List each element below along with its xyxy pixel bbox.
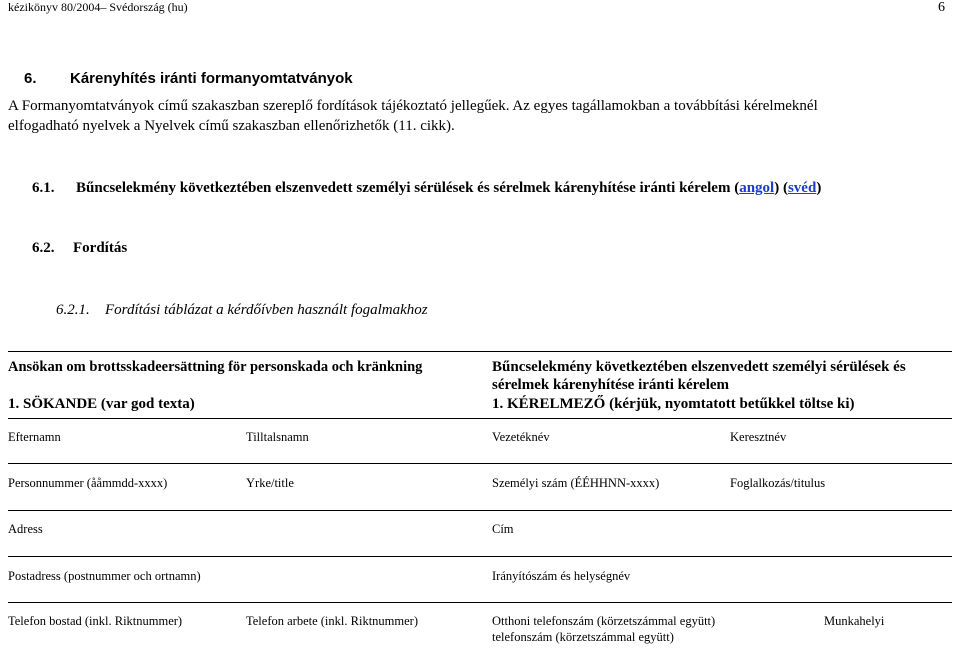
cell-cim: Cím [492,522,514,536]
section-6-paragraph-line2: elfogadható nyelvek a Nyelvek című szakaszban ellenőrizhetők (11. cikk). [8,118,455,134]
section-6-1-title: Bűncselekmény következtében elszenvedett személyi sérülések és sérelmek kárenyhítése iránti kérelem [76,180,731,196]
section-6-2-number: 6.2. [32,240,55,256]
section-6-1-number: 6.1. [32,180,55,196]
cell-telefon-bostad: Telefon bostad (inkl. Riktnummer) [8,614,183,628]
cell-iranyitoszam: Irányítószám és helységnév [492,569,631,583]
table-left-title: Ansökan om brottsskadeersättning för personskada och kränkning [8,359,423,375]
cell-adress: Adress [8,522,43,536]
paren-open: ( [782,180,788,196]
cell-munkahelyi-telefonszam: telefonszám (körzetszámmal együtt) [492,630,674,644]
table-top-rule [8,351,952,352]
table-rule [8,556,952,557]
section-6-paragraph-line1: A Formanyomtatványok című szakaszban szereplő fordítások tájékoztató jellegűek. Az egyes tagállamokban a továbbítási kérelmeknél [8,98,818,114]
table-right-title-line1: Bűncselekmény következtében elszenvedett személyi sérülések és [492,359,906,375]
table-left-section: 1. SÖKANDE (var god texta) [8,396,195,412]
table-rule [8,418,952,419]
section-6-1-heading [32,180,821,197]
paren-close: ) [774,180,780,196]
table-right-title-line2: sérelmek kárenyhítése iránti kérelem [492,377,730,393]
page-number: 6 [938,0,945,15]
running-header: kézikönyv 80/2004– Svédország (hu) [8,0,188,14]
section-6-2-1-number: 6.2.1. [56,302,90,318]
link-swedish[interactable]: svéd [787,180,817,196]
paren-open: ( [734,180,740,196]
cell-foglalkozas: Foglalkozás/titulus [730,476,826,490]
paren-close: ) [816,180,822,196]
section-6-number: 6. [24,70,37,87]
section-6-2-title: Fordítás [73,240,128,256]
cell-munkahelyi: Munkahelyi [824,614,885,628]
table-rule [8,510,952,511]
cell-yrke: Yrke/title [246,476,294,490]
cell-tilltalsnamn: Tilltalsnamn [246,430,309,444]
cell-telefon-arbete: Telefon arbete (inkl. Riktnummer) [246,614,418,628]
cell-efternamn: Efternamn [8,430,61,444]
section-6-2-1-title: Fordítási táblázat a kérdőívben használt fogalmakhoz [105,302,428,318]
section-6-title: Kárenyhítés iránti formanyomtatványok [70,70,353,87]
link-english[interactable]: angol [739,180,775,196]
table-rule [8,463,952,464]
cell-vezeteknev: Vezetéknév [492,430,550,444]
cell-otthoni-telefonszam: Otthoni telefonszám (körzetszámmal együtt) [492,614,716,628]
cell-personnummer: Personnummer (ååmmdd-xxxx) [8,476,168,490]
cell-keresztnev: Keresztnév [730,430,787,444]
cell-postadress: Postadress (postnummer och ortnamn) [8,569,201,583]
table-rule [8,602,952,603]
cell-szemelyi-szam: Személyi szám (ÉÉHHNN-xxxx) [492,476,660,490]
table-right-section: 1. KÉRELMEZŐ (kérjük, nyomtatott betűkkel töltse ki) [492,396,855,412]
